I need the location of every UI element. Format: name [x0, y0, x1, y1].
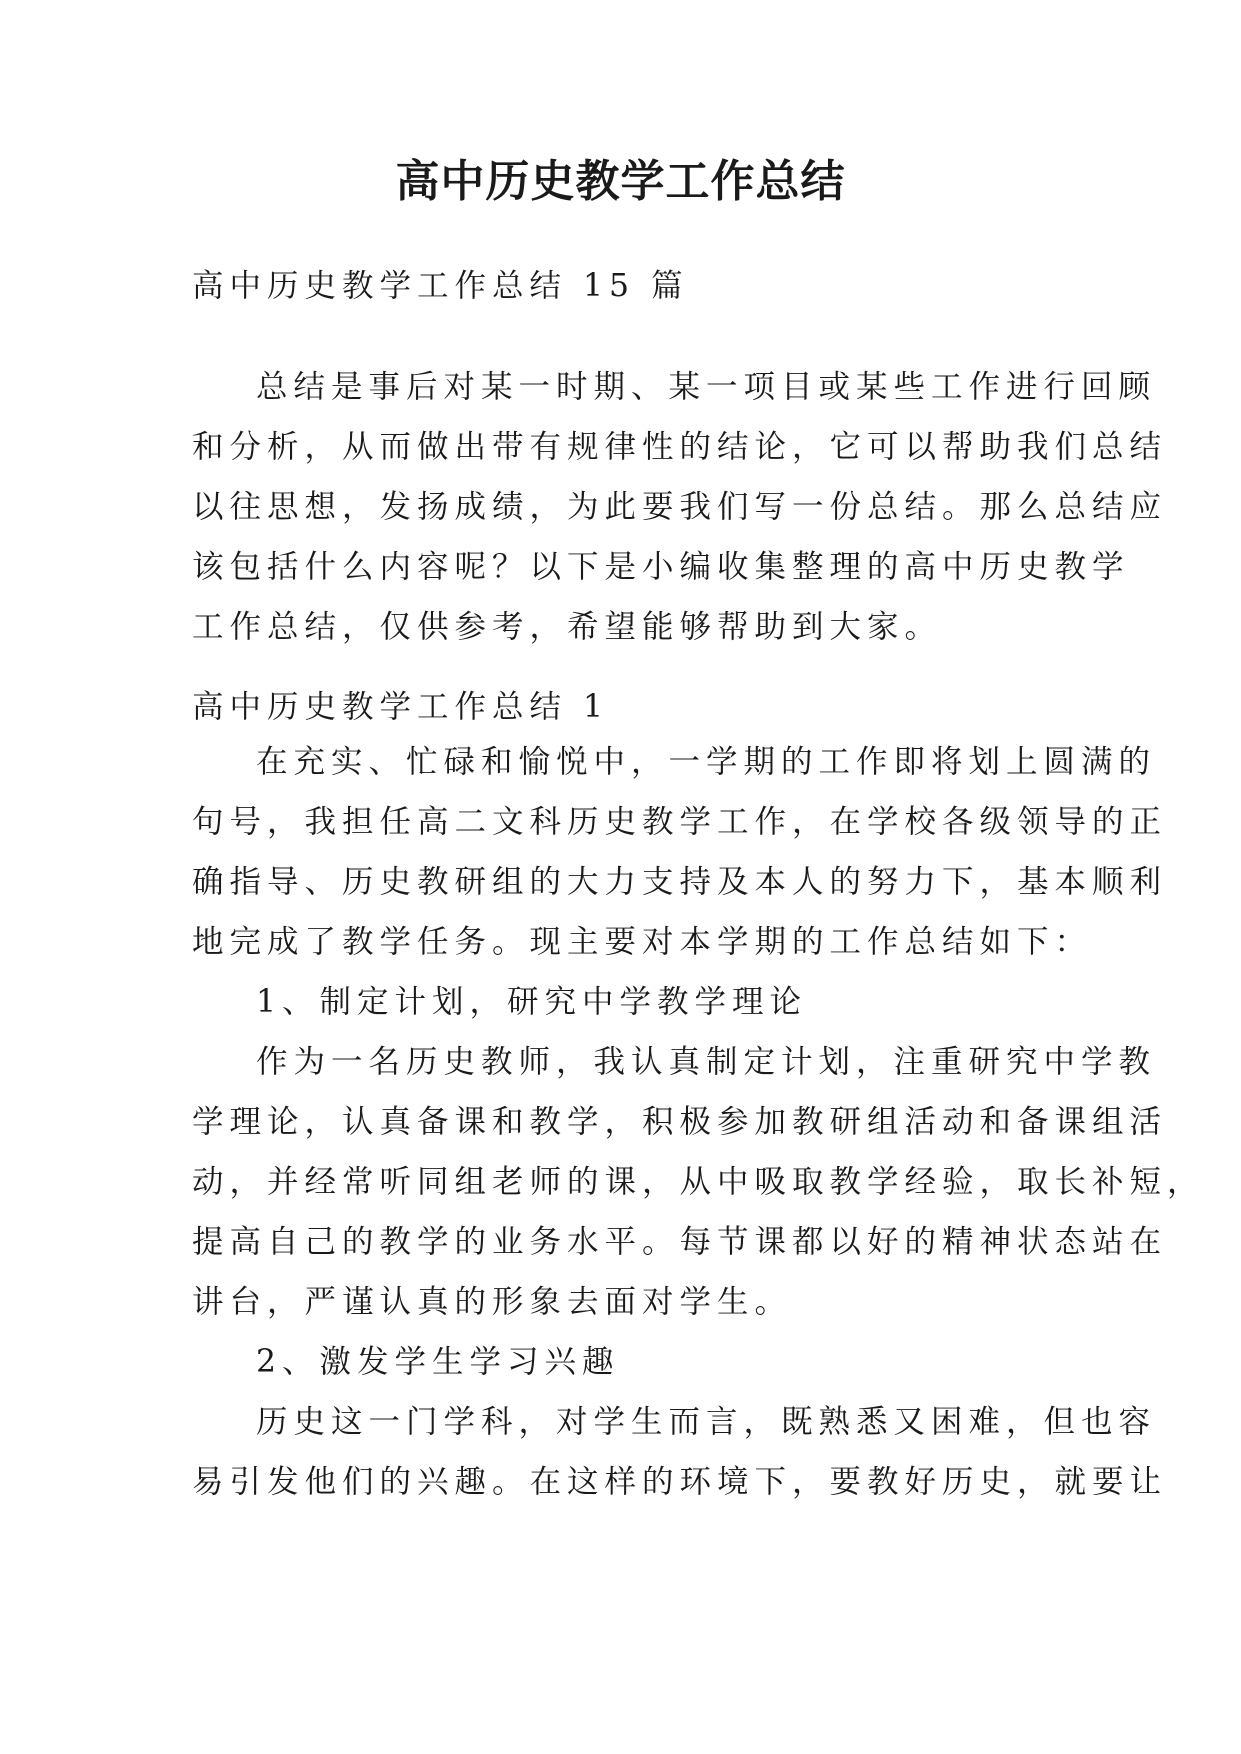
body-line: 在充实、忙碌和愉悦中，一学期的工作即将划上圆满的 — [256, 744, 1157, 780]
body-subheading: 2、激发学生学习兴趣 — [256, 1344, 620, 1380]
body-line: 历史这一门学科，对学生而言，既熟悉又困难，但也容 — [256, 1404, 1157, 1440]
intro-line: 该包括什么内容呢？以下是小编收集整理的高中历史教学 — [192, 549, 1130, 585]
intro-line: 和分析，从而做出带有规律性的结论，它可以帮助我们总结 — [192, 429, 1168, 465]
body-subheading: 1、制定计划，研究中学教学理论 — [256, 984, 808, 1020]
body-line: 学理论，认真备课和教学，积极参加教研组活动和备课组活 — [192, 1104, 1168, 1140]
body-line: 提高自己的教学的业务水平。每节课都以好的精神状态站在 — [192, 1224, 1168, 1260]
intro-paragraph — [192, 357, 1168, 657]
body-line: 句号，我担任高二文科历史教学工作，在学校各级领导的正 — [192, 804, 1168, 840]
body-line: 动，并经常听同组老师的课，从中吸取教学经验，取长补短， — [192, 1164, 1205, 1200]
body-line: 讲台，严谨认真的形象去面对学生。 — [192, 1284, 793, 1320]
intro-line: 以往思想，发扬成绩，为此要我们写一份总结。那么总结应 — [192, 489, 1168, 525]
body-line: 易引发他们的兴趣。在这样的环境下，要教好历史，就要让 — [192, 1464, 1168, 1500]
document-title: 高中历史教学工作总结 — [395, 156, 846, 207]
intro-line: 工作总结，仅供参考，希望能够帮助到大家。 — [192, 609, 943, 645]
intro-line: 总结是事后对某一时期、某一项目或某些工作进行回顾 — [256, 369, 1157, 405]
body-line: 作为一名历史教师，我认真制定计划，注重研究中学教 — [256, 1044, 1157, 1080]
document-subtitle: 高中历史教学工作总结 15 篇 — [192, 268, 689, 304]
section-body — [192, 732, 1205, 1512]
body-line: 地完成了教学任务。现主要对本学期的工作总结如下： — [192, 924, 1093, 960]
section-heading: 高中历史教学工作总结 1 — [192, 689, 610, 725]
body-line: 确指导、历史教研组的大力支持及本人的努力下，基本顺利 — [192, 864, 1168, 900]
